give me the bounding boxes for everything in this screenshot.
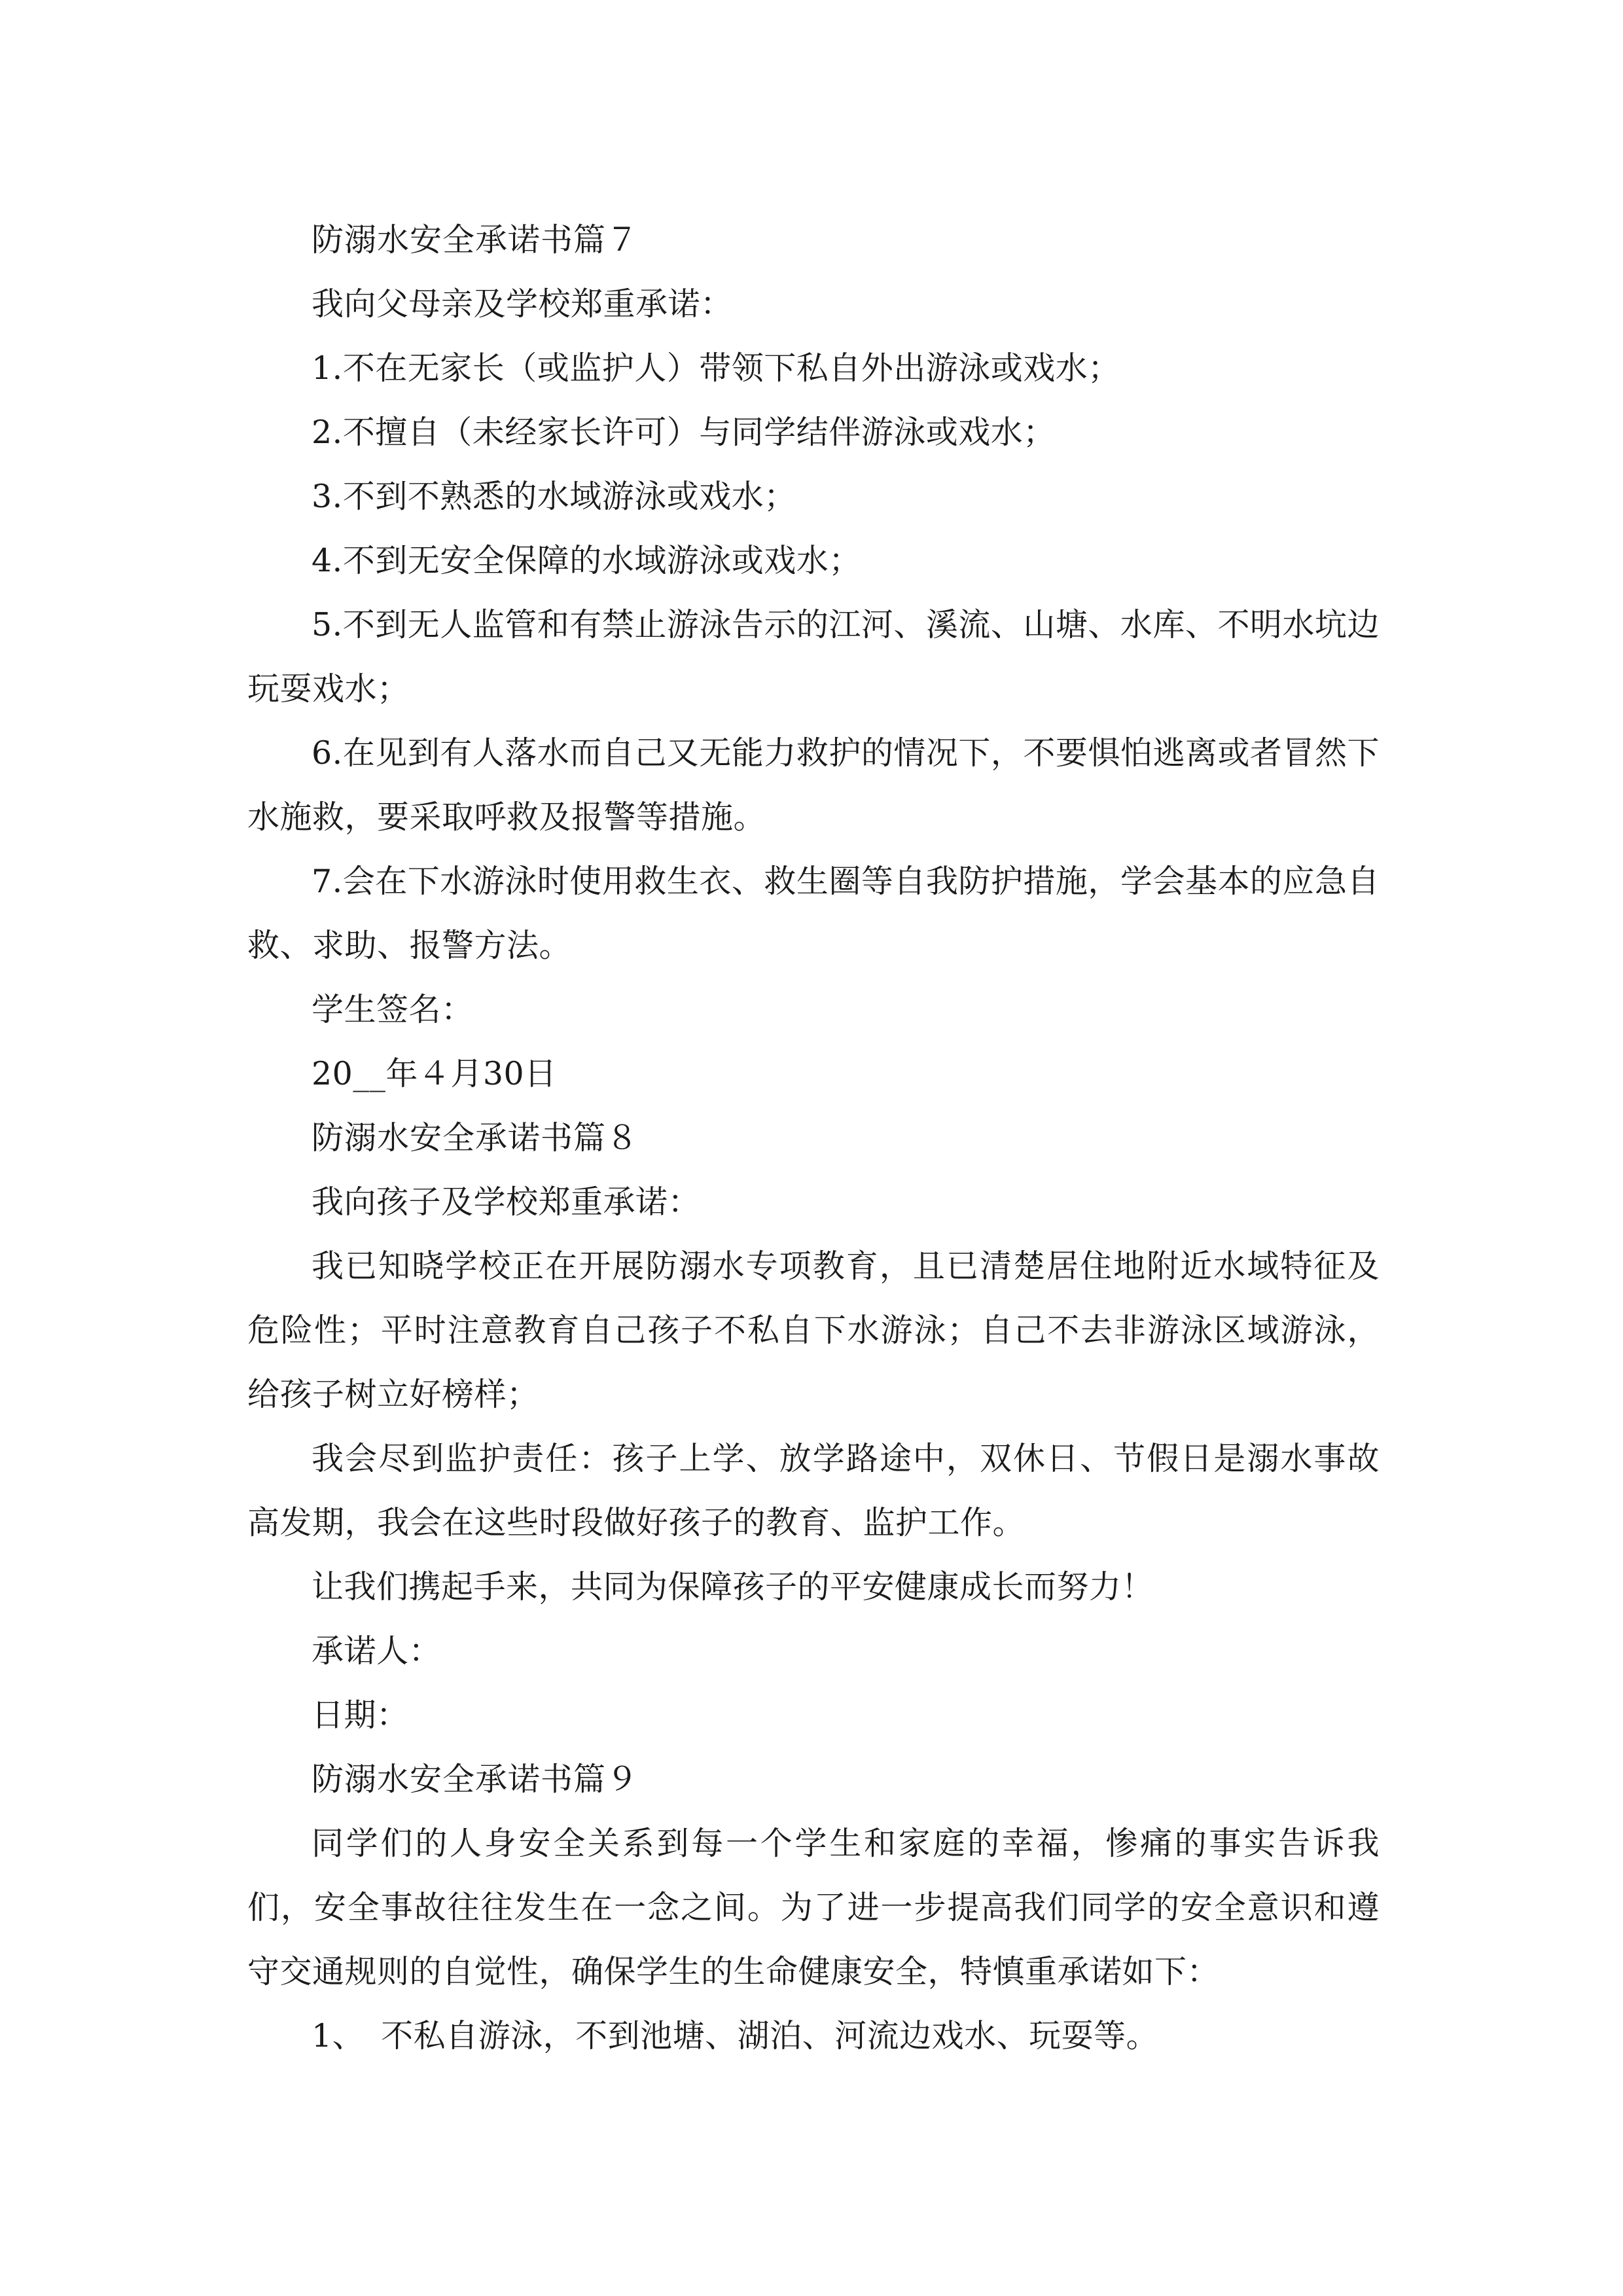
section-9-paragraph: 同学们的人身安全关系到每一个学生和家庭的幸福，惨痛的事实告诉我们，安全事故往往发生在一念之间。为了进一步提高我们同学的安全意识和遵守交通规则的自觉性，确保学生的生命健康安全，特慎重承诺如下： bbox=[247, 1825, 1380, 1990]
section-7-item-1: 1.不在无家长（或监护人）带领下私自外出游泳或戏水； bbox=[312, 350, 1120, 387]
section-7-intro: 我向父母亲及学校郑重承诺： bbox=[312, 285, 733, 323]
document-body bbox=[247, 208, 1380, 2068]
section-7-item-2: 2.不擅自（未经家长许可）与同学结伴游泳或戏水； bbox=[312, 414, 1056, 451]
section-8-intro: 我向孩子及学校郑重承诺： bbox=[312, 1183, 701, 1221]
section-8-title: 防溺水安全承诺书篇８ bbox=[312, 1119, 639, 1157]
section-7-date: 20__年４月30日 bbox=[312, 1055, 557, 1092]
section-7-item-4: 4.不到无安全保障的水域游泳或戏水； bbox=[312, 542, 861, 579]
section-8-paragraph-3: 让我们携起手来，共同为保障孩子的平安健康成长而努力！ bbox=[312, 1568, 1154, 1605]
section-9-title: 防溺水安全承诺书篇９ bbox=[312, 1761, 639, 1798]
section-8-date-label: 日期： bbox=[312, 1696, 409, 1734]
section-7-item-7: 7.会在下水游泳时使用救生衣、救生圈等自我防护措施，学会基本的应急自救、求助、报警方法。 bbox=[247, 863, 1380, 964]
section-7-title: 防溺水安全承诺书篇７ bbox=[312, 221, 639, 259]
section-7-signature: 学生签名： bbox=[312, 991, 474, 1028]
section-8-paragraph-1: 我已知晓学校正在开展防溺水专项教育，且已清楚居住地附近水域特征及危险性；平时注意教育自己孩子不私自下水游泳；自己不去非游泳区域游泳，给孩子树立好榜样； bbox=[247, 1247, 1380, 1413]
section-7-item-3: 3.不到不熟悉的水域游泳或戏水； bbox=[312, 478, 796, 515]
section-7-item-6: 6.在见到有人落水而自己又无能力救护的情况下，不要惧怕逃离或者冒然下水施救，要采取呼救及报警等措施。 bbox=[247, 734, 1380, 836]
section-8-promiser: 承诺人： bbox=[312, 1632, 442, 1670]
section-7-item-5: 5.不到无人监管和有禁止游泳告示的江河、溪流、山塘、水库、不明水坑边玩耍戏水； bbox=[247, 606, 1380, 708]
section-8-paragraph-2: 我会尽到监护责任：孩子上学、放学路途中，双休日、节假日是溺水事故高发期，我会在这些时段做好孩子的教育、监护工作。 bbox=[247, 1440, 1380, 1541]
section-9-item-1: 1、 不私自游泳，不到池塘、湖泊、河流边戏水、玩耍等。 bbox=[312, 2017, 1159, 2054]
